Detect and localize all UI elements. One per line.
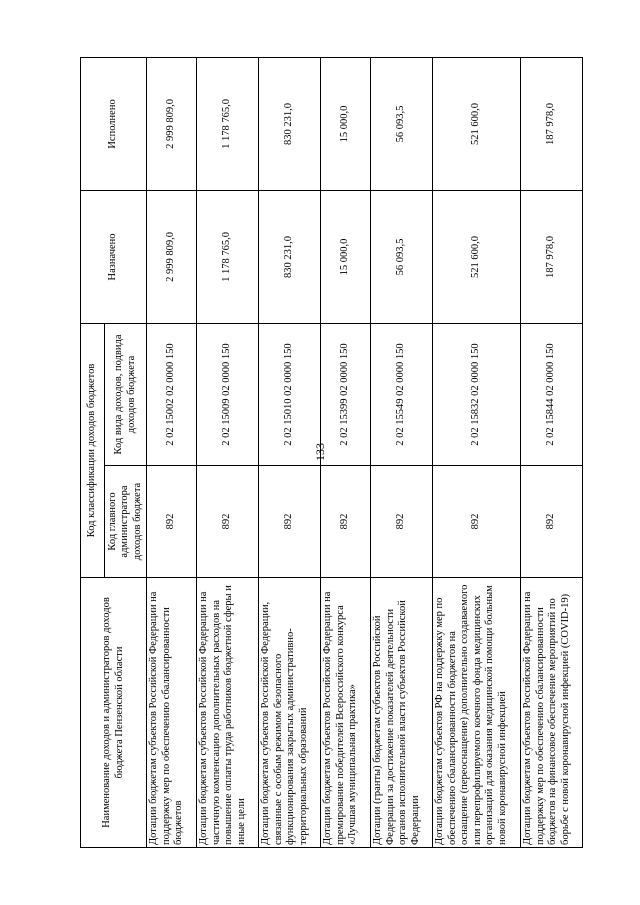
row-name: Дотации бюджетам субъектов Российской Федерации на частичную компенсацию дополнительных расходов на повышение оплаты труда работников бюджетной сферы и иные цели xyxy=(197,578,259,848)
table-row xyxy=(147,57,197,847)
table-row xyxy=(321,57,371,847)
row-admin-code: 892 xyxy=(259,466,321,578)
row-admin-code: 892 xyxy=(433,466,521,578)
table-row xyxy=(433,57,521,847)
table-row xyxy=(197,57,259,847)
row-executed: 830 231,0 xyxy=(259,57,321,190)
row-assigned: 521 600,0 xyxy=(433,190,521,323)
row-type-code: 2 02 15844 02 0000 150 xyxy=(521,323,583,465)
row-assigned: 2 999 809,0 xyxy=(147,190,197,323)
page-number: 133 xyxy=(313,443,327,461)
header-name: Наименование доходов и администраторов доходов бюджета Пензенской области xyxy=(81,578,147,848)
row-admin-code: 892 xyxy=(147,466,197,578)
row-assigned: 830 231,0 xyxy=(259,190,321,323)
row-name: Дотации бюджетам субъектов Российской Федерации на поддержку мер по обеспечению сбалансированности бюджетов на финансовое обеспечение мероприятий по борьбе с новой коронавирусной инфекцией (COVID-19) xyxy=(521,578,583,848)
row-name: Дотации бюджетам субъектов РФ на поддержку мер по обеспечению сбалансированности бюджетов на оснащение (переоснащение) дополнительно создаваемого или перепрофилируемого коечного фонда медицинских организаций для оказания медицинской помощи больным новой коронавирусной инфекцией xyxy=(433,578,521,848)
row-executed: 56 093,5 xyxy=(371,57,433,190)
table-row xyxy=(259,57,321,847)
row-assigned: 187 978,0 xyxy=(521,190,583,323)
row-name: Дотации бюджетам субъектов Российской Федерации на поддержку мер по обеспечению сбалансированности бюджетов xyxy=(147,578,197,848)
row-admin-code: 892 xyxy=(321,466,371,578)
row-executed: 2 999 809,0 xyxy=(147,57,197,190)
row-assigned: 15 000,0 xyxy=(321,190,371,323)
row-type-code: 2 02 15002 02 0000 150 xyxy=(147,323,197,465)
header-admin-code: Код главного администратора доходов бюджета xyxy=(105,466,147,578)
budget-revenue-table xyxy=(80,57,583,848)
row-name: Дотации бюджетам субъектов Российской Федерации на премирование победителей Всероссийского конкурса «Лучшая муниципальная практика» xyxy=(321,578,371,848)
table-row xyxy=(521,57,583,847)
header-assigned: Назначено xyxy=(81,190,147,323)
row-executed: 521 600,0 xyxy=(433,57,521,190)
header-classification: Код классификации доходов бюджетов xyxy=(81,323,105,577)
row-assigned: 56 093,5 xyxy=(371,190,433,323)
row-type-code: 2 02 15832 02 0000 150 xyxy=(433,323,521,465)
row-type-code: 2 02 15549 02 0000 150 xyxy=(371,323,433,465)
row-admin-code: 892 xyxy=(521,466,583,578)
row-executed: 15 000,0 xyxy=(321,57,371,190)
row-name: Дотации (гранты) бюджетам субъектов Российской Федерации за достижение показателей деятельности органов исполнительной власти субъектов Российской Федерации xyxy=(371,578,433,848)
row-name: Дотации бюджетам субъектов Российской Федерации, связанные с особым режимом безопасного функционирования закрытых административно-территориальных образований xyxy=(259,578,321,848)
row-executed: 187 978,0 xyxy=(521,57,583,190)
header-executed: Исполнено xyxy=(81,57,147,190)
row-type-code: 2 02 15399 02 0000 150 xyxy=(321,323,371,465)
row-executed: 1 178 765,0 xyxy=(197,57,259,190)
header-type-code: Код вида доходов, подвида доходов бюджета xyxy=(105,323,147,465)
rotated-table-frame xyxy=(80,58,574,848)
row-assigned: 1 178 765,0 xyxy=(197,190,259,323)
table-row xyxy=(371,57,433,847)
row-admin-code: 892 xyxy=(371,466,433,578)
row-admin-code: 892 xyxy=(197,466,259,578)
row-type-code: 2 02 15010 02 0000 150 xyxy=(259,323,321,465)
row-type-code: 2 02 15009 02 0000 150 xyxy=(197,323,259,465)
